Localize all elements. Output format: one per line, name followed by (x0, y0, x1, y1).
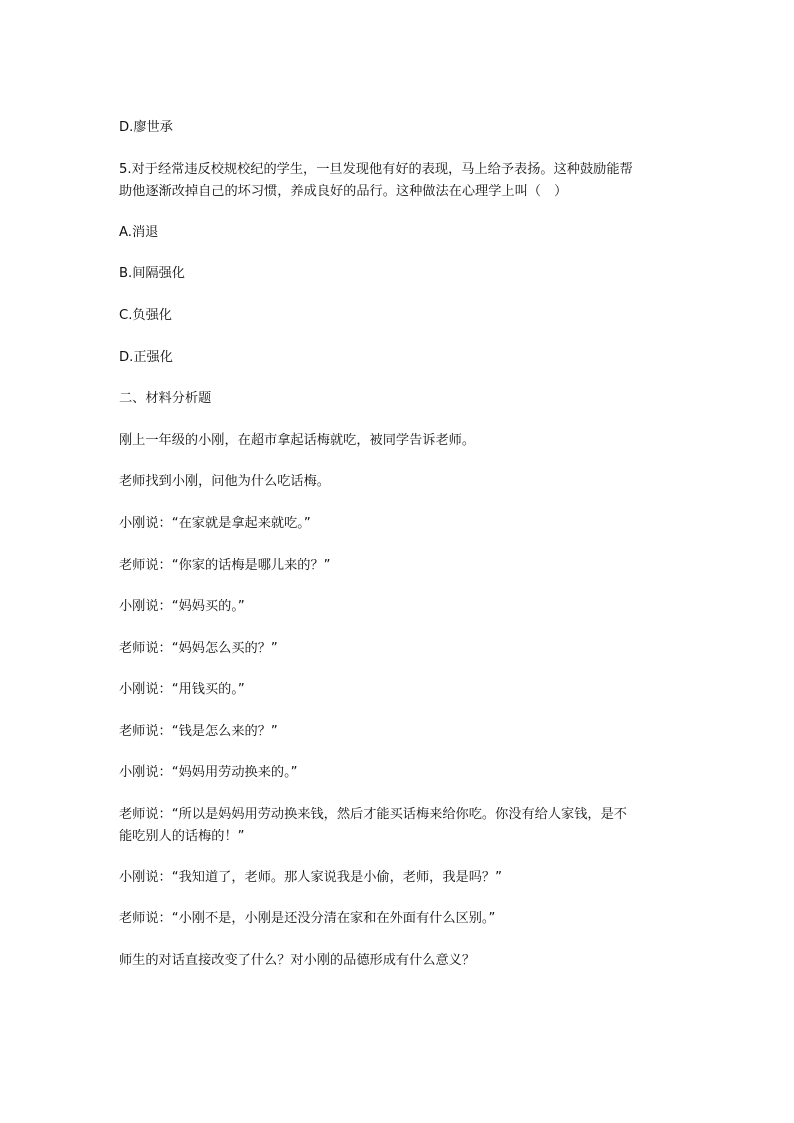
material-line-1: 刚上一年级的小刚，在超市拿起话梅就吃，被同学告诉老师。 (119, 433, 476, 448)
q5-option-a: A.消退 (119, 225, 159, 240)
material-long-paragraph (119, 804, 679, 848)
material-line-7: 小刚说：“用钱买的。” (119, 682, 245, 697)
section2-heading: 二、材料分析题 (119, 391, 212, 406)
material-line-2: 老师找到小刚，问他为什么吃话梅。 (119, 474, 330, 489)
material-line-5: 小刚说：“妈妈买的。” (119, 599, 245, 614)
material-line-3: 小刚说：“在家就是拿起来就吃。” (119, 516, 311, 531)
q4-option-d: D.廖世承 (119, 120, 173, 135)
material-line-11: 老师说：“小刚不是，小刚是还没分清在家和在外面有什么区别。” (119, 911, 496, 926)
q5-option-d: D.正强化 (119, 350, 173, 365)
material-long-line1: 老师说：“所以是妈妈用劳动换来钱，然后才能买话梅来给你吃。你没有给人家钱，是不 (119, 807, 627, 822)
material-long-line2: 能吃别人的话梅的！” (119, 829, 245, 844)
q5-option-c: C.负强化 (119, 308, 172, 323)
material-line-9: 小刚说：“妈妈用劳动换来的。” (119, 765, 298, 780)
q5-stem-line1: 5.对于经常违反校规校纪的学生，一旦发现他有好的表现，马上给予表扬。这种鼓励能帮 (119, 162, 633, 177)
analysis-question: 师生的对话直接改变了什么？对小刚的品德形成有什么意义？ (119, 953, 476, 968)
material-line-10: 小刚说：“我知道了，老师。那人家说我是小偷，老师，我是吗？” (119, 870, 502, 885)
q5-stem-line2: 助他逐渐改掉自己的坏习惯，养成良好的品行。这种做法在心理学上叫（ ） (119, 184, 568, 199)
q5-option-b: B.间隔强化 (119, 266, 185, 281)
material-line-8: 老师说：“钱是怎么来的？” (119, 724, 278, 739)
q5-stem (119, 159, 679, 203)
material-line-4: 老师说：“你家的话梅是哪儿来的？” (119, 558, 331, 573)
material-line-6: 老师说：“妈妈怎么买的？” (119, 641, 278, 656)
